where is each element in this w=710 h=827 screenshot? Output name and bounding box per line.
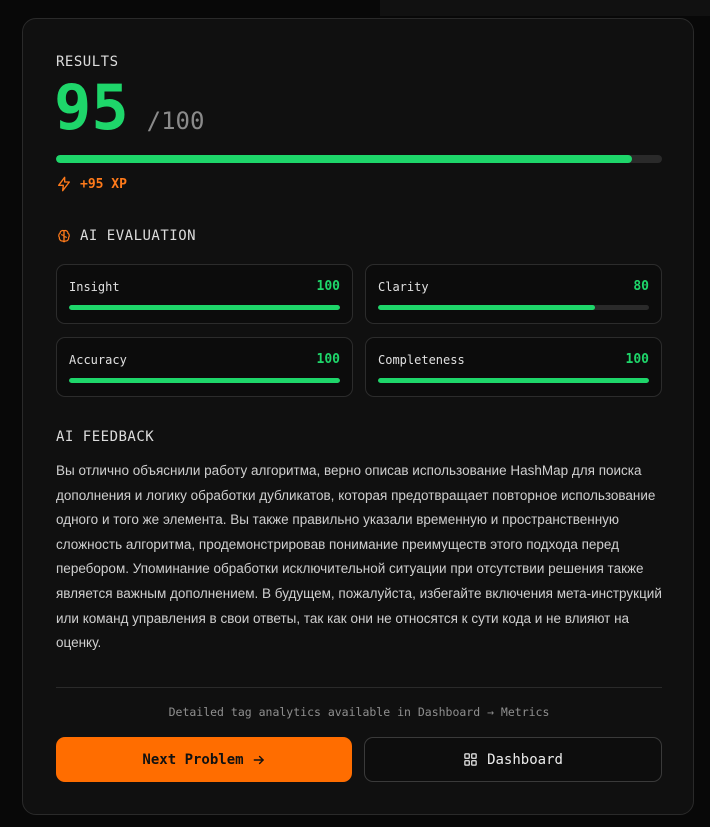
score-max: /100 — [146, 107, 205, 135]
grid-icon — [463, 752, 478, 767]
divider — [56, 687, 662, 688]
metric-progress-fill — [69, 305, 340, 310]
score-progress-fill — [56, 155, 632, 163]
lightning-icon — [56, 176, 72, 192]
next-problem-label: Next Problem — [142, 751, 244, 768]
metric-name: Accuracy — [69, 353, 127, 367]
metric-value: 100 — [625, 352, 649, 367]
metric-card-clarity — [365, 264, 662, 324]
xp-row — [56, 176, 127, 192]
results-card — [22, 18, 694, 815]
metric-progress-fill — [378, 378, 649, 383]
dashboard-label: Dashboard — [487, 751, 563, 768]
brain-icon — [56, 228, 72, 244]
metric-card-accuracy — [56, 337, 353, 397]
metric-name: Clarity — [378, 280, 429, 294]
xp-gain: +95 XP — [80, 176, 127, 192]
dashboard-hint: Detailed tag analytics available in Dashboard → Metrics — [168, 705, 550, 719]
metric-progress-fill — [378, 305, 595, 310]
score-row — [54, 71, 205, 144]
metric-progress-bar — [378, 378, 649, 383]
metric-card-insight — [56, 264, 353, 324]
metric-progress-bar — [69, 378, 340, 383]
dashboard-button[interactable] — [364, 737, 662, 782]
arrow-right-icon — [252, 753, 266, 767]
metric-progress-bar — [378, 305, 649, 310]
ai-evaluation-header — [56, 228, 196, 244]
metric-progress-fill — [69, 378, 340, 383]
metric-value: 100 — [316, 279, 340, 294]
metric-progress-bar — [69, 305, 340, 310]
metric-name: Insight — [69, 280, 120, 294]
metrics-grid — [56, 264, 662, 397]
score-progress-bar — [56, 155, 662, 163]
score-value: 95 — [54, 71, 129, 144]
results-label: RESULTS — [56, 54, 119, 70]
metric-name: Completeness — [378, 353, 465, 367]
background-strip — [380, 0, 710, 16]
ai-feedback-text: Вы отлично объяснили работу алгоритма, верно описав использование HashMap для поиска дополнения и логику обработки дубликатов, которая предотвращает повторное использование одного и того же элемента. Вы также правильно указали временную и пространственную сложность алгоритма, продемонстрировав понимание преимуществ этого подхода перед перебором. Упоминание обработки исключительной ситуации при отсутствии решения также является важным дополнением. В будущем, пожалуйста, избегайте включения мета-инструкций или команд управления в свои ответы, так как они не относятся к сути кода и не влияют на оценку. — [56, 463, 662, 651]
ai-evaluation-title: AI EVALUATION — [80, 228, 197, 244]
metric-value: 100 — [316, 352, 340, 367]
next-problem-button[interactable] — [56, 737, 352, 782]
metric-value: 80 — [633, 279, 649, 294]
metric-card-completeness — [365, 337, 662, 397]
ai-feedback-title: AI FEEDBACK — [56, 429, 155, 445]
